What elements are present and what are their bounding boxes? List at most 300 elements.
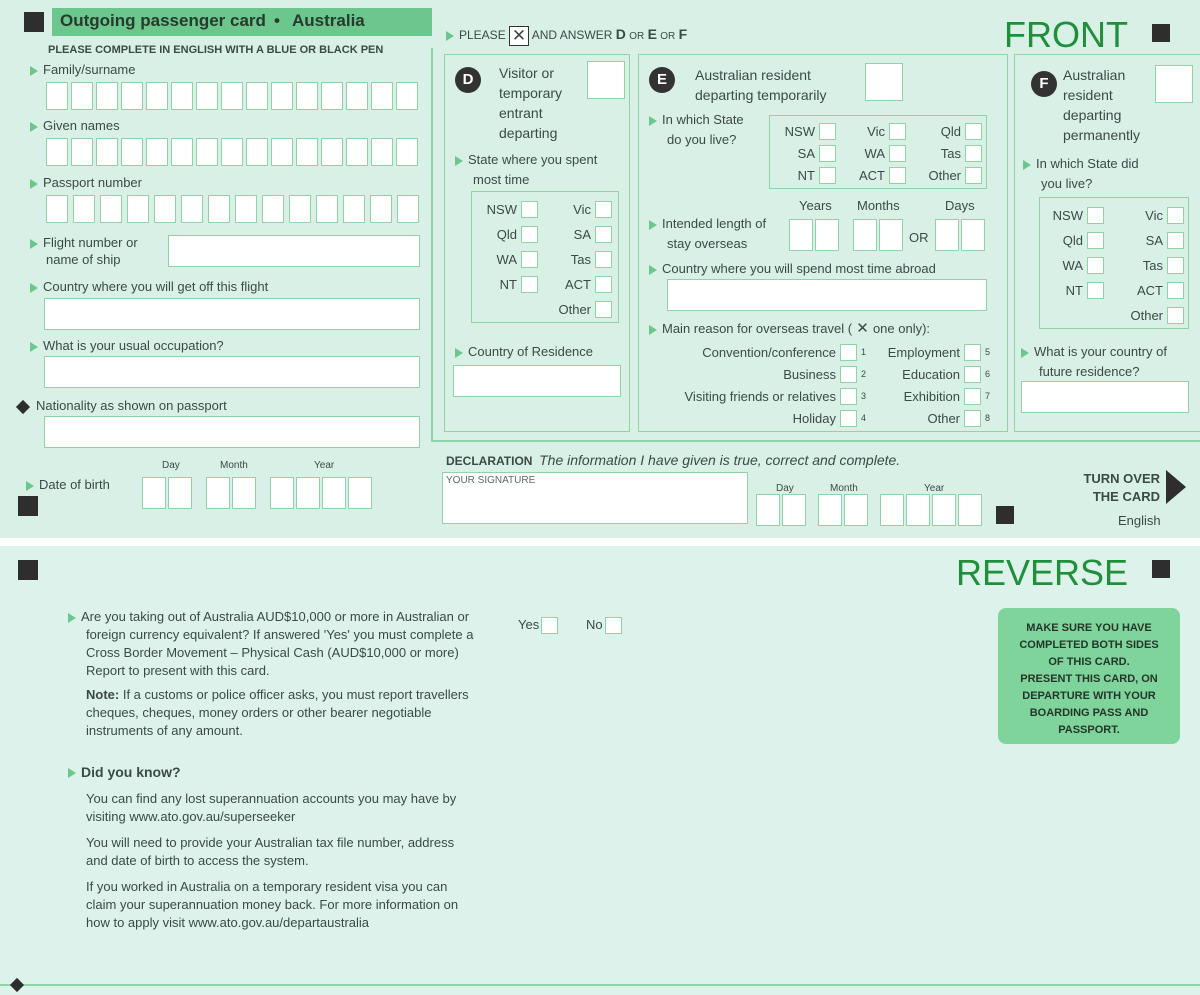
- flight-text-2: name of ship: [46, 252, 121, 267]
- signature-label: YOUR SIGNATURE: [446, 475, 536, 486]
- d-state-sa: SA: [573, 226, 591, 242]
- arrow-icon: [649, 325, 657, 335]
- country-off-text: Country where you will get off this flight: [43, 279, 269, 294]
- e-state-nsw-box[interactable]: [819, 123, 836, 140]
- card-title: Outgoing passenger card: [60, 11, 266, 30]
- f-state-wa-box[interactable]: [1087, 257, 1104, 274]
- character-box[interactable]: [343, 195, 365, 223]
- dyk-p1-2: visiting www.ato.gov.au/superseeker: [86, 809, 296, 824]
- notice-line-1: MAKE SURE YOU HAVE: [1026, 622, 1152, 634]
- turn-over-2: THE CARD: [1092, 489, 1160, 504]
- answer-e: E: [647, 26, 657, 43]
- f-state-qld: Qld: [1062, 232, 1083, 248]
- given-names-label: [30, 117, 120, 134]
- declaration: [446, 452, 900, 470]
- e-reasons-right: [875, 341, 993, 429]
- reason-business-box[interactable]: [840, 366, 857, 383]
- character-box[interactable]: [289, 195, 311, 223]
- declaration-text: The information I have given is true, correct and complete.: [539, 452, 901, 468]
- character-box[interactable]: [196, 82, 218, 110]
- flight-field[interactable]: [168, 235, 420, 267]
- f-state-tas: Tas: [1142, 257, 1163, 273]
- reason-visiting-box[interactable]: [840, 388, 857, 405]
- character-box[interactable]: [73, 195, 95, 223]
- e-stay-text-2: stay overseas: [667, 236, 748, 251]
- cross-mark-icon: ✕: [852, 320, 873, 337]
- d-state-tas: Tas: [570, 251, 591, 267]
- f-state-qld-box[interactable]: [1087, 232, 1104, 249]
- character-box[interactable]: [246, 82, 268, 110]
- currency-q-2: foreign currency equivalent? If answered 'Yes' you must complete a: [86, 627, 474, 642]
- header-bullet: •: [274, 11, 280, 30]
- character-box[interactable]: [271, 82, 293, 110]
- e-reason-end: one only):: [872, 321, 931, 336]
- nationality-field[interactable]: [44, 416, 420, 448]
- arrow-icon: [30, 283, 38, 293]
- d-states-left: [476, 198, 538, 295]
- notice-line-5: DEPARTURE WITH YOUR: [1022, 690, 1156, 702]
- no-label: No: [586, 617, 603, 632]
- please-text: PLEASE: [459, 28, 506, 43]
- note-line-3: instruments of any amount.: [86, 723, 243, 738]
- turn-over-1: TURN OVER: [1083, 471, 1160, 486]
- f-state-nsw-box[interactable]: [1087, 207, 1104, 224]
- e-years-boxes[interactable]: [789, 219, 839, 251]
- f-state-sa-box[interactable]: [1167, 232, 1184, 249]
- e-state-act-box[interactable]: [889, 167, 906, 184]
- character-box[interactable]: [221, 82, 243, 110]
- no-checkbox[interactable]: [605, 617, 622, 634]
- d-residence-text: Country of Residence: [468, 344, 594, 359]
- f-state-nt: NT: [1065, 282, 1083, 298]
- reason-1-num: 1: [861, 346, 867, 357]
- arrow-icon: [30, 239, 38, 249]
- d-title-1: Visitor or: [499, 65, 554, 81]
- character-box[interactable]: [121, 138, 143, 166]
- e-reason-label: [649, 320, 930, 337]
- character-box[interactable]: [246, 138, 268, 166]
- reason-convention-box[interactable]: [840, 344, 857, 361]
- character-box[interactable]: [146, 82, 168, 110]
- d-state-tas-box[interactable]: [595, 251, 612, 268]
- f-state-q-2: you live?: [1041, 176, 1093, 191]
- f-state-vic: Vic: [1145, 207, 1163, 223]
- character-box[interactable]: [296, 138, 318, 166]
- nationality-text: Nationality as shown on passport: [36, 398, 227, 413]
- reason-exhibition-box[interactable]: [964, 388, 981, 405]
- character-box[interactable]: [396, 138, 418, 166]
- e-reason-text: Main reason for overseas travel (: [662, 321, 853, 336]
- character-box[interactable]: [100, 195, 122, 223]
- f-state-nsw: NSW: [1052, 207, 1083, 223]
- e-state-q-2: do you live?: [667, 132, 737, 147]
- arrow-icon: [455, 348, 463, 358]
- given-names-text: Given names: [43, 118, 120, 133]
- f-states-right: [1112, 204, 1184, 326]
- currency-q-4: Report to present with this card.: [86, 663, 270, 678]
- d-state-grid: [471, 191, 619, 323]
- d-state-other-box[interactable]: [595, 301, 612, 318]
- character-box[interactable]: [396, 82, 418, 110]
- d-state-act-box[interactable]: [595, 276, 612, 293]
- arrow-icon: [26, 481, 34, 491]
- d-state-qld-box[interactable]: [521, 226, 538, 243]
- decl-month-boxes[interactable]: [818, 494, 868, 526]
- no-option: [586, 616, 622, 634]
- notice-line-4: PRESENT THIS CARD, ON: [1020, 673, 1158, 685]
- dyk-paragraphs: [86, 790, 458, 932]
- decl-year-boxes[interactable]: [880, 494, 982, 526]
- yes-checkbox[interactable]: [541, 617, 558, 634]
- d-state-nt: NT: [499, 276, 517, 292]
- f-state-other: Other: [1130, 307, 1163, 323]
- character-box[interactable]: [371, 82, 393, 110]
- character-box[interactable]: [121, 82, 143, 110]
- section-e-badge: E: [649, 67, 675, 93]
- section-d-tick-box[interactable]: [587, 61, 625, 99]
- notice-line-7: PASSPORT.: [1058, 724, 1120, 736]
- reason-8-num: 8: [985, 412, 991, 423]
- character-box[interactable]: [321, 138, 343, 166]
- dob-month-boxes[interactable]: [206, 477, 256, 509]
- character-box[interactable]: [154, 195, 176, 223]
- e-state-grid: [769, 115, 987, 189]
- e-state-q: [649, 111, 744, 128]
- character-box[interactable]: [71, 82, 93, 110]
- e-months-label: Months: [857, 198, 900, 213]
- currency-q-3: Cross Border Movement – Physical Cash (AUD$10,000 or more): [86, 645, 459, 660]
- section-f: [1014, 54, 1200, 432]
- arrow-icon: [649, 116, 657, 126]
- f-state-tas-box[interactable]: [1167, 257, 1184, 274]
- character-box[interactable]: [235, 195, 257, 223]
- registration-mark: [1152, 24, 1170, 42]
- decl-month-label: Month: [830, 483, 858, 494]
- answer-text: AND ANSWER: [531, 28, 613, 43]
- f-state-other-box[interactable]: [1167, 307, 1184, 324]
- character-box[interactable]: [371, 138, 393, 166]
- dob-label: [26, 476, 110, 493]
- character-box[interactable]: [46, 138, 68, 166]
- d-state-sa-box[interactable]: [595, 226, 612, 243]
- character-box[interactable]: [96, 138, 118, 166]
- bottom-rule: [0, 984, 1200, 986]
- reason-other: Other: [927, 410, 960, 426]
- d-residence-field[interactable]: [453, 365, 621, 397]
- notice-line-6: BOARDING PASS AND: [1029, 707, 1149, 719]
- e-state-nsw: NSW: [784, 123, 815, 139]
- reason-business: Business: [783, 366, 836, 382]
- f-state-grid: [1039, 197, 1189, 329]
- currency-q-1: Are you taking out of Australia AUD$10,000 or more in Australian or: [81, 609, 470, 624]
- dob-day-boxes[interactable]: [142, 477, 192, 509]
- section-f-title: [1063, 65, 1140, 145]
- character-box[interactable]: [127, 195, 149, 223]
- d-state-nsw: NSW: [486, 201, 517, 217]
- signature-field[interactable]: [442, 472, 748, 524]
- character-box[interactable]: [46, 195, 68, 223]
- note-line-1: If a customs or police officer asks, you must report travellers: [122, 687, 469, 702]
- e-state-act: ACT: [859, 167, 885, 183]
- character-box[interactable]: [208, 195, 230, 223]
- e-state-qld-box[interactable]: [965, 123, 982, 140]
- d-state-qld: Qld: [496, 226, 517, 242]
- character-box[interactable]: [397, 195, 419, 223]
- f-title-4: permanently: [1063, 127, 1141, 143]
- answer-f: F: [678, 26, 688, 43]
- did-you-know-heading: [68, 764, 181, 781]
- d-title-4: departing: [499, 125, 558, 141]
- character-box[interactable]: [370, 195, 392, 223]
- header-band: [52, 8, 432, 36]
- f-future-q: [1021, 343, 1167, 360]
- d-state-label: [455, 151, 597, 168]
- character-box[interactable]: [171, 82, 193, 110]
- f-state-vic-box[interactable]: [1167, 207, 1184, 224]
- answer-or-2: OR: [660, 31, 676, 43]
- f-state-nt-box[interactable]: [1087, 282, 1104, 299]
- e-country-label: [649, 260, 936, 277]
- note-label: Note:: [86, 687, 120, 702]
- arrow-icon: [649, 220, 657, 230]
- arrow-icon: [30, 342, 38, 352]
- dyk-p3-2: claim your superannuation money back. For more information on: [86, 897, 459, 912]
- registration-mark: [18, 560, 38, 580]
- d-state-vic: Vic: [573, 201, 591, 217]
- yes-option: [518, 616, 558, 634]
- arrow-icon: [68, 768, 76, 778]
- decl-day-boxes[interactable]: [756, 494, 806, 526]
- character-box[interactable]: [346, 138, 368, 166]
- e-country-field[interactable]: [667, 279, 987, 311]
- e-states-col2: [842, 120, 906, 186]
- reason-other-box[interactable]: [964, 410, 981, 427]
- occupation-label: [30, 337, 224, 354]
- answer-d: D: [615, 26, 626, 43]
- e-states-col3: [912, 120, 982, 186]
- e-state-wa-box[interactable]: [889, 145, 906, 162]
- reverse-label: REVERSE: [956, 552, 1129, 593]
- arrow-icon: [30, 179, 38, 189]
- declaration-label: DECLARATION: [446, 454, 533, 468]
- d-state-wa: WA: [496, 251, 517, 267]
- character-box[interactable]: [46, 82, 68, 110]
- d-state-vic-box[interactable]: [595, 201, 612, 218]
- passport-boxes[interactable]: [46, 195, 419, 223]
- e-state-nt: NT: [797, 167, 815, 183]
- character-box[interactable]: [296, 82, 318, 110]
- character-box[interactable]: [181, 195, 203, 223]
- notice-line-2: COMPLETED BOTH SIDES: [1019, 639, 1159, 651]
- character-box[interactable]: [316, 195, 338, 223]
- e-or-label: OR: [909, 230, 929, 245]
- d-state-text-1: State where you spent: [468, 152, 598, 167]
- character-box[interactable]: [171, 138, 193, 166]
- e-state-sa-box[interactable]: [819, 145, 836, 162]
- reason-6-num: 6: [985, 368, 991, 379]
- f-state-sa: SA: [1145, 232, 1163, 248]
- arrow-icon: [68, 613, 76, 623]
- note-line-2: cheques, cheques, money orders or other bearer negotiable: [86, 705, 432, 720]
- reason-3-num: 3: [861, 390, 867, 401]
- section-e-title: [695, 65, 827, 105]
- character-box[interactable]: [196, 138, 218, 166]
- e-state-other: Other: [928, 167, 961, 183]
- arrow-icon: [455, 156, 463, 166]
- occupation-field[interactable]: [44, 356, 420, 388]
- character-box[interactable]: [71, 138, 93, 166]
- country-off-label: [30, 278, 268, 295]
- notice-box: [998, 608, 1180, 744]
- reason-education: Education: [902, 366, 960, 382]
- f-states-left: [1042, 204, 1104, 301]
- arrow-icon: [30, 66, 38, 76]
- e-state-wa: WA: [864, 145, 885, 161]
- did-you-know-text: Did you know?: [81, 764, 181, 780]
- diamond-icon: [10, 978, 24, 992]
- mark-instruction: [446, 26, 687, 46]
- arrow-icon: [30, 122, 38, 132]
- dyk-p2-2: and date of birth to access the system.: [86, 853, 309, 868]
- turn-over-text: [1070, 470, 1160, 506]
- family-name-label: [30, 61, 135, 78]
- e-state-q-1: In which State: [662, 112, 744, 127]
- e-state-qld: Qld: [940, 123, 961, 139]
- section-e-tick-box[interactable]: [865, 63, 903, 101]
- cross-mark-icon: ✕: [509, 26, 529, 46]
- arrow-icon: [1021, 348, 1029, 358]
- d-title-3: entrant: [499, 105, 543, 121]
- section-f-tick-box[interactable]: [1155, 65, 1193, 103]
- e-title-1: Australian resident: [695, 67, 811, 83]
- f-state-wa: WA: [1062, 257, 1083, 273]
- reason-holiday: Holiday: [792, 410, 836, 426]
- f-future-field[interactable]: [1021, 381, 1189, 413]
- reason-holiday-box[interactable]: [840, 410, 857, 427]
- arrow-icon: [1023, 160, 1031, 170]
- d-state-nsw-box[interactable]: [521, 201, 538, 218]
- reason-employment-box[interactable]: [964, 344, 981, 361]
- turn-over-arrow-icon: [1166, 470, 1186, 504]
- dob-year-label: Year: [314, 460, 335, 471]
- dob-year-boxes[interactable]: [270, 477, 372, 509]
- card-reverse: [0, 546, 1200, 995]
- d-residence-label: [455, 343, 593, 360]
- family-name-text: Family/surname: [43, 62, 136, 77]
- f-future-q-1: What is your country of: [1034, 344, 1167, 359]
- f-future-q-2: future residence?: [1039, 364, 1140, 379]
- e-days-boxes[interactable]: [935, 219, 985, 251]
- d-state-other: Other: [558, 301, 591, 317]
- arrow-icon: [649, 265, 657, 275]
- character-box[interactable]: [221, 138, 243, 166]
- e-state-other-box[interactable]: [965, 167, 982, 184]
- diamond-icon: [16, 399, 30, 413]
- e-state-tas-box[interactable]: [965, 145, 982, 162]
- e-days-label: Days: [945, 198, 975, 213]
- arrow-icon: [446, 31, 454, 41]
- character-box[interactable]: [146, 138, 168, 166]
- e-state-vic: Vic: [867, 123, 885, 139]
- flight-label: [30, 234, 138, 251]
- dob-text: Date of birth: [39, 477, 110, 492]
- card-country: Australia: [292, 11, 365, 30]
- reason-education-box[interactable]: [964, 366, 981, 383]
- e-stay-text-1: Intended length of: [662, 216, 767, 231]
- d-states-right: [546, 198, 612, 320]
- registration-mark: [1152, 560, 1170, 578]
- given-names-boxes[interactable]: [46, 138, 418, 166]
- section-f-badge: F: [1031, 71, 1057, 97]
- dyk-p3-1: If you worked in Australia on a temporary resident visa you can: [86, 879, 448, 894]
- reason-visiting: Visiting friends or relatives: [684, 388, 836, 404]
- flight-text-1: Flight number or: [43, 235, 138, 250]
- section-d: [444, 54, 630, 432]
- yes-label: Yes: [518, 617, 540, 632]
- language-label: English: [1118, 513, 1161, 528]
- section-d-badge: D: [455, 67, 481, 93]
- dyk-p3-3: how to apply visit www.ato.gov.au/departaustralia: [86, 915, 370, 930]
- family-name-boxes[interactable]: [46, 82, 418, 110]
- e-months-boxes[interactable]: [853, 219, 903, 251]
- e-state-nt-box[interactable]: [819, 167, 836, 184]
- answer-or-1: OR: [629, 31, 645, 43]
- f-title-1: Australian: [1063, 67, 1126, 83]
- e-stay-label: [649, 215, 766, 232]
- e-states-col1: [774, 120, 836, 186]
- front-label: FRONT: [1004, 14, 1128, 55]
- e-reasons-left: [669, 341, 869, 429]
- currency-question: [68, 608, 473, 680]
- d-state-nt-box[interactable]: [521, 276, 538, 293]
- e-state-tas: Tas: [940, 145, 961, 161]
- dyk-p1-1: You can find any lost superannuation accounts you may have by: [86, 791, 457, 806]
- e-state-vic-box[interactable]: [889, 123, 906, 140]
- reason-4-num: 4: [861, 412, 867, 423]
- reason-employment: Employment: [887, 344, 960, 360]
- note-block: [86, 686, 469, 740]
- d-state-wa-box[interactable]: [521, 251, 538, 268]
- f-state-q-1: In which State did: [1036, 156, 1139, 171]
- decl-day-label: Day: [776, 483, 794, 494]
- e-country-text: Country where you will spend most time abroad: [662, 261, 936, 276]
- reason-5-num: 5: [985, 346, 991, 357]
- f-title-2: resident: [1063, 87, 1113, 103]
- f-state-act: ACT: [1137, 282, 1163, 298]
- passport-label: [30, 174, 142, 191]
- registration-mark: [18, 496, 38, 516]
- d-state-act: ACT: [565, 276, 591, 292]
- d-state-text-2: most time: [473, 172, 530, 187]
- character-box[interactable]: [96, 82, 118, 110]
- country-off-field[interactable]: [44, 298, 420, 330]
- f-state-act-box[interactable]: [1167, 282, 1184, 299]
- e-years-label: Years: [799, 198, 832, 213]
- character-box[interactable]: [271, 138, 293, 166]
- reason-convention: Convention/conference: [702, 344, 836, 360]
- dob-month-label: Month: [220, 460, 248, 471]
- f-title-3: departing: [1063, 107, 1122, 123]
- character-box[interactable]: [262, 195, 284, 223]
- reason-exhibition: Exhibition: [903, 388, 960, 404]
- occupation-text: What is your usual occupation?: [43, 338, 224, 353]
- dob-day-label: Day: [162, 460, 180, 471]
- passport-text: Passport number: [43, 175, 142, 190]
- character-box[interactable]: [321, 82, 343, 110]
- character-box[interactable]: [346, 82, 368, 110]
- d-title-2: temporary: [499, 85, 563, 101]
- e-state-sa: SA: [797, 145, 815, 161]
